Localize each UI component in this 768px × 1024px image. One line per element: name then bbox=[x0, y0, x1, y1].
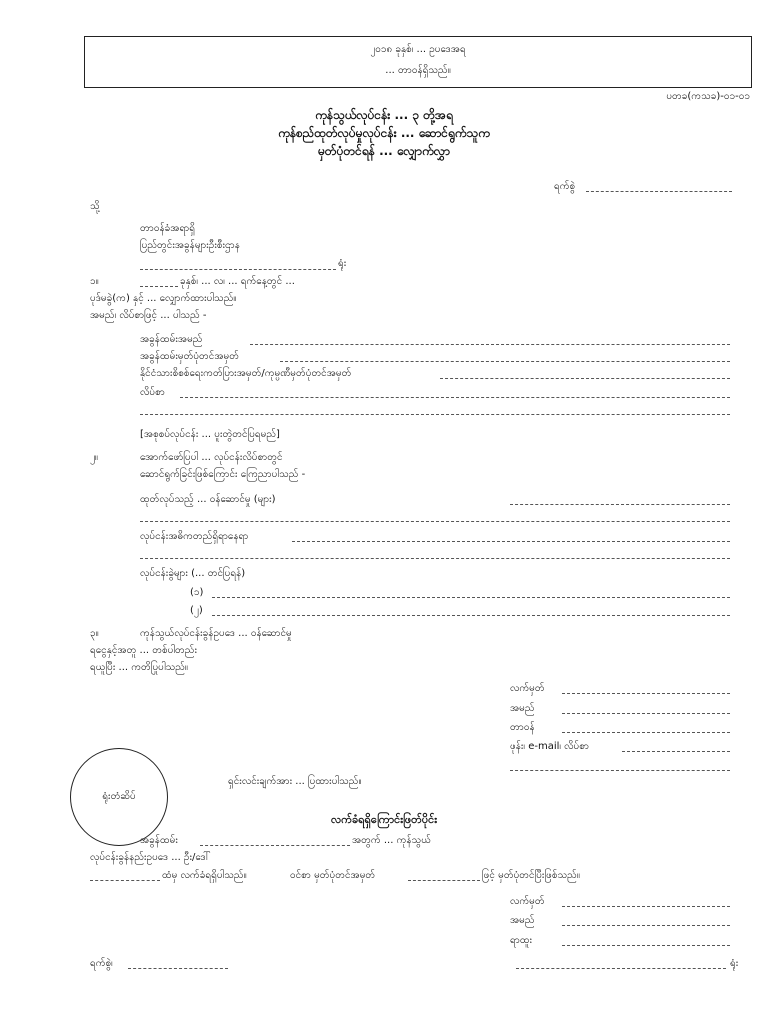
main-location-field-2[interactable] bbox=[140, 558, 730, 559]
form-reference-number: ပတခ(ကသခ)-၀၁-၀၁ bbox=[666, 91, 750, 102]
to-label: သို့ bbox=[90, 201, 100, 212]
nrc-company-reg-label: နိုင်ငံသားစိစစ်ရေးကတ်ပြားအမှတ်/ကုမ္ပဏီမှတ်ပုံတင်အမှတ် bbox=[140, 368, 352, 379]
footer-date-label: ရက်စွဲ၊ bbox=[90, 958, 113, 969]
goods-services-label: ထုတ်လုပ်သည့် ... ဝန်ဆောင်မှု (များ) bbox=[140, 494, 276, 505]
signature-label: လက်မှတ် bbox=[510, 683, 545, 694]
office-seal-label: ရုံးတံဆိပ် bbox=[102, 791, 136, 802]
goods-services-field-2[interactable] bbox=[140, 521, 730, 522]
receipt-name-field[interactable] bbox=[562, 925, 730, 926]
address-field-2[interactable] bbox=[140, 414, 730, 415]
signature-field[interactable] bbox=[562, 693, 730, 694]
recipient-officer: တာဝန်ခံအရာရှိ bbox=[140, 223, 196, 234]
partnership-note: [အစုစပ်လုပ်ငန်း ... ပူးတွဲတင်ပြရမည်] bbox=[140, 429, 280, 440]
receipt-inward-no-field[interactable] bbox=[408, 880, 480, 881]
form-title-line2: ကုန်စည်ထုတ်လုပ်မှုလုပ်ငန်း ... ဆောင်ရွက်သူက bbox=[278, 126, 490, 140]
receipt-taxpayer-label: အခွန်ထမ်း bbox=[140, 835, 178, 846]
branch-2-field[interactable] bbox=[212, 615, 730, 616]
branch-1-number: (၁) bbox=[190, 587, 204, 598]
receipt-heading: လက်ခံရရှိကြောင်းဖြတ်ပိုင်း bbox=[330, 813, 438, 826]
receipt-line1-suffix: အတွက် ... ကုန်သွယ် bbox=[352, 835, 431, 846]
receipt-line3c: ဖြင့် မှတ်ပုံတင်ပြီးဖြစ်သည်။ bbox=[482, 870, 580, 881]
receipt-signature-field[interactable] bbox=[562, 906, 730, 907]
position-label: တာဝန် bbox=[510, 722, 535, 733]
address-label: လိပ်စာ bbox=[140, 387, 165, 398]
contact-field-2[interactable] bbox=[510, 770, 730, 771]
section2-text2: ဆောင်ရွက်ခြင်းဖြစ်ကြောင်း ကြေညာပါသည် - bbox=[140, 469, 306, 480]
name-label: အမည် bbox=[510, 703, 535, 714]
branch-2-number: (၂) bbox=[190, 605, 203, 616]
contact-label: ဖုန်း၊ e-mail၊ လိပ်စာ bbox=[510, 741, 589, 752]
section1-text1: ခုနှစ်၊ ... လ၊ ... ရက်နေ့တွင် ... bbox=[180, 276, 295, 287]
header-notice-line2: ... တာဝန်ရှိသည်။ bbox=[385, 65, 451, 76]
receipt-line3b: ဝင်စာ မှတ်ပုံတင်အမှတ် bbox=[290, 870, 376, 881]
contact-field-1[interactable] bbox=[622, 751, 730, 752]
receipt-rank-field[interactable] bbox=[562, 945, 730, 946]
nrc-company-reg-field[interactable] bbox=[440, 378, 730, 379]
receipt-rank-label: ရာထူး bbox=[510, 935, 533, 946]
receipt-signature-label: လက်မှတ် bbox=[510, 896, 545, 907]
taxpayer-name-label: အခွန်ထမ်းအမည် bbox=[140, 334, 203, 345]
footer-office-suffix: ရုံး bbox=[730, 958, 739, 969]
header-notice-box bbox=[84, 36, 752, 88]
taxpayer-reg-field[interactable] bbox=[280, 361, 730, 362]
main-location-field-1[interactable] bbox=[292, 541, 730, 542]
date-label: ရက်စွဲ bbox=[554, 181, 576, 192]
taxpayer-name-field[interactable] bbox=[250, 344, 730, 345]
form-title-line3: မှတ်ပုံတင်ရန် ... လျှောက်လွှာ bbox=[318, 144, 450, 158]
taxpayer-reg-label: အခွန်ထမ်းမှတ်ပုံတင်အမှတ် bbox=[140, 351, 239, 362]
main-location-label: လုပ်ငန်းအဓိကတည်ရှိရာနေရာ bbox=[140, 531, 249, 542]
branch-1-field[interactable] bbox=[212, 597, 730, 598]
footer-office-field[interactable] bbox=[516, 968, 726, 969]
section3-text2: ရငွေနှင့်အတူ ... တစ်ပါတည်း bbox=[90, 645, 197, 656]
attachment-note: ရှင်းလင်းချက်အား ... ပြထားပါသည်။ bbox=[228, 776, 362, 787]
receipt-line3a: ထံမှ လက်ခံရရှိပါသည်။ bbox=[162, 870, 247, 881]
office-suffix: ရုံး bbox=[338, 258, 347, 269]
section2-number: ၂။ bbox=[90, 452, 98, 463]
position-field[interactable] bbox=[562, 732, 730, 733]
form-title-line1: ကုန်သွယ်လုပ်ငန်း ... ၃ တို့အရ bbox=[315, 108, 453, 122]
recipient-department: ပြည်တွင်းအခွန်များဦးစီးဌာန bbox=[140, 240, 240, 251]
branches-label: လုပ်ငန်းခွဲများ (... တင်ပြရန်) bbox=[140, 568, 246, 579]
office-seal-circle bbox=[70, 748, 168, 846]
name-field[interactable] bbox=[562, 713, 730, 714]
receipt-line2: လုပ်ငန်းခွန်နည်းဥပဒေ ... ဦး/ဒေါ် bbox=[90, 852, 211, 863]
section2-text1: အောက်ဖော်ပြပါ ... လုပ်ငန်းလိပ်စာတွင် bbox=[140, 452, 283, 463]
header-notice-line1: ၂၀၁၈ ခုနှစ်၊ ... ဥပဒေအရ bbox=[370, 44, 466, 55]
date-field[interactable] bbox=[586, 191, 732, 192]
footer-date-field[interactable] bbox=[128, 968, 228, 969]
goods-services-field-1[interactable] bbox=[510, 504, 730, 505]
section1-text2: ပုဒ်မခွဲ(က) နှင့် ... လျှောက်ထားပါသည်။ bbox=[90, 293, 237, 304]
section3-text1: ကုန်သွယ်လုပ်ငန်းခွန်ဥပဒေ ... ဝန်ဆောင်မှု bbox=[140, 628, 292, 639]
office-name-field[interactable] bbox=[140, 269, 336, 270]
address-field-1[interactable] bbox=[180, 397, 730, 398]
section3-text3: ရယူပြီး ... ကတိပြုပါသည်။ bbox=[90, 662, 188, 673]
receipt-name-label: အမည် bbox=[510, 915, 535, 926]
section3-number: ၃။ bbox=[90, 628, 99, 639]
section1-number: ၁။ bbox=[90, 276, 99, 287]
receipt-taxpayer-field[interactable] bbox=[200, 845, 350, 846]
section1-text3: အမည်၊ လိပ်စာဖြင့် ... ပါသည် - bbox=[90, 310, 207, 321]
receipt-applicant-field[interactable] bbox=[90, 880, 160, 881]
year-field[interactable] bbox=[140, 286, 178, 287]
